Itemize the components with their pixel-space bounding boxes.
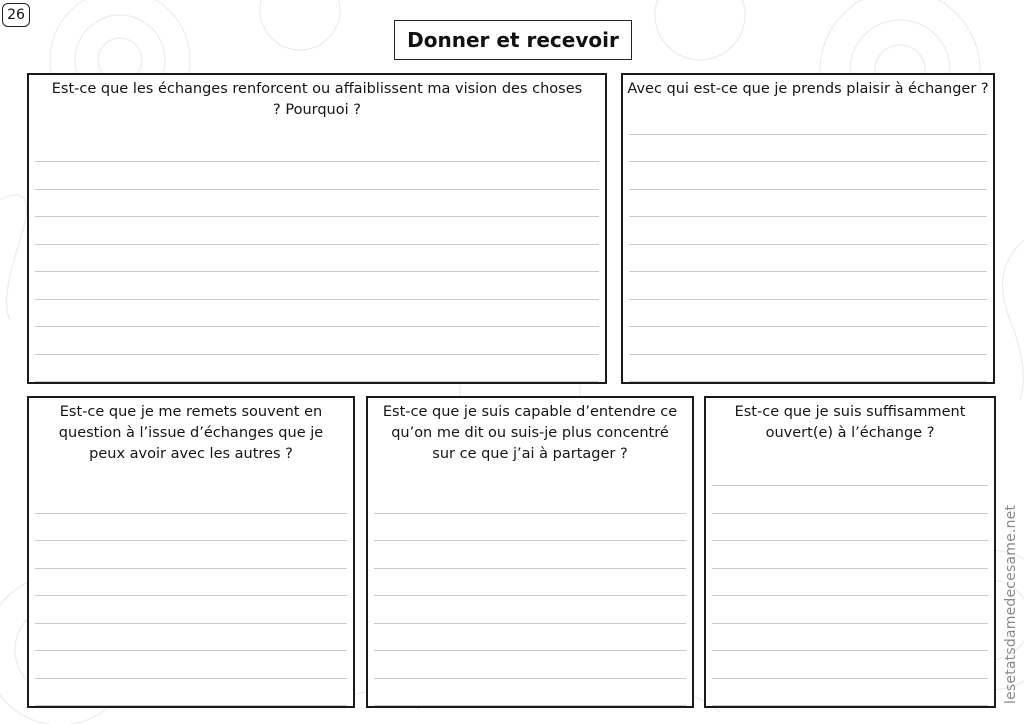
- answer-line[interactable]: [35, 327, 599, 355]
- question-text: Est-ce que je suis suffisamment ouvert(e) à l’échange ?: [734, 404, 966, 441]
- answer-line[interactable]: [35, 514, 347, 542]
- question-box-entendre: [366, 396, 694, 708]
- answer-line[interactable]: [374, 596, 686, 624]
- answer-line[interactable]: [35, 624, 347, 652]
- question-text: Est-ce que les échanges renforcent ou affaiblissent ma vision des choses ? Pourquoi ?: [51, 81, 583, 118]
- answer-line[interactable]: [629, 300, 987, 328]
- question-text: Avec qui est-ce que je prends plaisir à échanger ?: [627, 81, 989, 97]
- answer-lines[interactable]: [712, 459, 988, 707]
- answer-line[interactable]: [712, 486, 988, 514]
- answer-line[interactable]: [374, 569, 686, 597]
- answer-line[interactable]: [374, 679, 686, 707]
- answer-line[interactable]: [629, 245, 987, 273]
- answer-line[interactable]: [629, 217, 987, 245]
- answer-line[interactable]: [35, 300, 599, 328]
- question-box-ouverture: [704, 396, 996, 708]
- answer-line[interactable]: [35, 541, 347, 569]
- answer-line[interactable]: [35, 596, 347, 624]
- answer-line[interactable]: [629, 272, 987, 300]
- question-box-remise-en-question: [27, 396, 355, 708]
- answer-line[interactable]: [712, 596, 988, 624]
- answer-line[interactable]: [374, 541, 686, 569]
- answer-line[interactable]: [712, 459, 988, 487]
- answer-line[interactable]: [712, 679, 988, 707]
- answer-lines[interactable]: [629, 107, 987, 382]
- answer-line[interactable]: [374, 651, 686, 679]
- answer-lines[interactable]: [35, 135, 599, 383]
- question-text: Est-ce que je suis capable d’entendre ce qu’on me dit ou suis-je plus concentré sur ce que j’ai à partager ?: [382, 404, 678, 462]
- answer-line[interactable]: [35, 217, 599, 245]
- answer-line[interactable]: [35, 569, 347, 597]
- answer-line[interactable]: [712, 651, 988, 679]
- answer-line[interactable]: [629, 135, 987, 163]
- answer-line[interactable]: [712, 514, 988, 542]
- page-number: 26: [2, 3, 30, 27]
- answer-line[interactable]: [374, 624, 686, 652]
- answer-line[interactable]: [629, 190, 987, 218]
- answer-line[interactable]: [629, 107, 987, 135]
- site-watermark: lesetatsdamedecesame.net: [1003, 504, 1019, 704]
- answer-lines[interactable]: [374, 486, 686, 706]
- answer-line[interactable]: [374, 486, 686, 514]
- answer-line[interactable]: [712, 569, 988, 597]
- answer-line[interactable]: [35, 651, 347, 679]
- answer-line[interactable]: [374, 514, 686, 542]
- question-box-vision: [27, 73, 607, 384]
- answer-line[interactable]: [712, 541, 988, 569]
- question-box-plaisir: [621, 73, 995, 384]
- answer-lines[interactable]: [35, 486, 347, 706]
- answer-line[interactable]: [35, 355, 599, 383]
- answer-line[interactable]: [35, 272, 599, 300]
- answer-line[interactable]: [629, 162, 987, 190]
- answer-line[interactable]: [35, 245, 599, 273]
- answer-line[interactable]: [629, 327, 987, 355]
- answer-line[interactable]: [712, 624, 988, 652]
- answer-line[interactable]: [35, 135, 599, 163]
- page-title: Donner et recevoir: [394, 20, 632, 60]
- answer-line[interactable]: [35, 486, 347, 514]
- answer-line[interactable]: [35, 190, 599, 218]
- question-text: Est-ce que je me remets souvent en question à l’issue d’échanges que je peux avoir avec les autres ?: [58, 404, 324, 462]
- answer-line[interactable]: [629, 355, 987, 383]
- answer-line[interactable]: [35, 679, 347, 707]
- answer-line[interactable]: [35, 162, 599, 190]
